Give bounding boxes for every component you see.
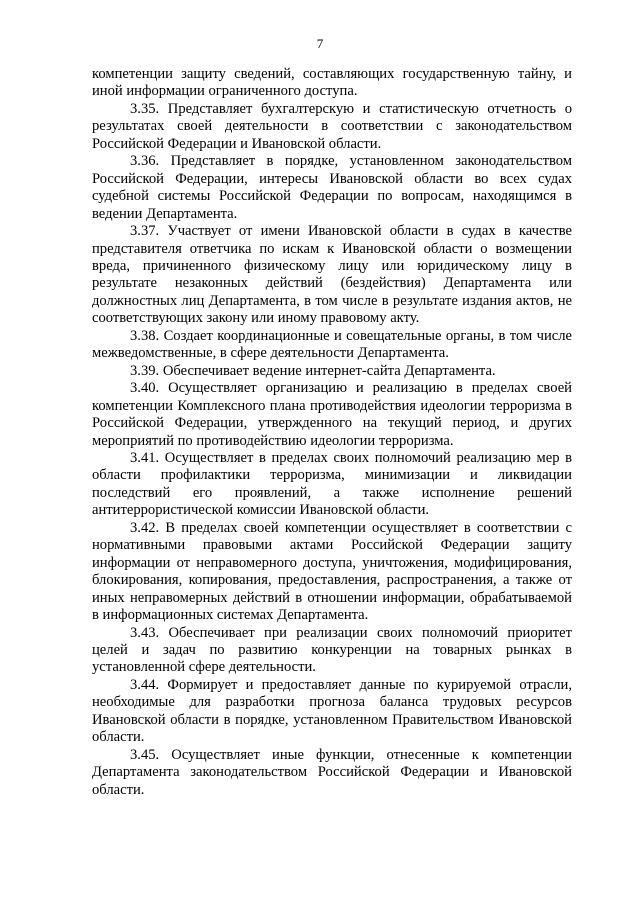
paragraph-3-38: 3.38. Создает координационные и совещательные органы, в том числе межведомственные, в сфере деятельности Департамента. (92, 327, 572, 362)
paragraph-3-36: 3.36. Представляет в порядке, установленном законодательством Российской Федерации, интересы Ивановской области во всех судах судебной системы Российской Федерации по вопросам, находящимся в ведении Департамента. (92, 153, 572, 222)
paragraph-3-39: 3.39. Обеспечивает ведение интернет-сайта Департамента. (130, 362, 496, 379)
paragraph-3-45: 3.45. Осуществляет иные функции, отнесенные к компетенции Департамента законодательством Российской Федерации и Ивановской области. (92, 746, 572, 798)
paragraph-3-35: 3.35. Представляет бухгалтерскую и статистическую отчетность о результатах своей деятельности в соответствии с законодательством Российской Федерации и Ивановской области. (92, 100, 572, 152)
paragraph-3-41: 3.41. Осуществляет в пределах своих полномочий реализацию мер в области профилактики терроризма, минимизации и ликвидации последствий его проявлений, а также исполнение решений антитеррористической комиссии Ивановской области. (92, 449, 572, 519)
paragraph-3-40: 3.40. Осуществляет организацию и реализацию в пределах своей компетенции Комплексного плана противодействия идеологии терроризма в Российской Федерации, утвержденного на текущий период, и других мероприятий по противодействию идеологии терроризма. (92, 380, 572, 449)
paragraph-3-37: 3.37. Участвует от имени Ивановской области в судах в качестве представителя ответчика по искам к Ивановской области о возмещении вреда, причиненного физическому лицу или юридическому лицу в результате незаконных действий (бездействия) Департамента или должностных лиц Департамента, в том числе в результате издания актов, не соответствующих закону или иному правовому акту. (92, 223, 572, 327)
paragraph-3-43: 3.43. Обеспечивает при реализации своих полномочий приоритет целей и задач по развитию конкуренции на товарных рынках в установленной сфере деятельности. (92, 624, 572, 676)
document-body (92, 66, 572, 799)
paragraph-3-42: 3.42. В пределах своей компетенции осуществляет в соответствии с нормативными правовыми актами Российской Федерации защиту информации от неправомерного доступа, уничтожения, модифицирования, блокирования, копирования, предоставления, распространения, а также от иных неправомерных действий в отношении информации, обрабатываемой в информационных системах Департамента. (92, 519, 572, 624)
paragraph-continuation: компетенции защиту сведений, составляющих государственную тайну, и иной информации ограниченного доступа. (92, 66, 572, 100)
page-number: 7 (316, 36, 324, 51)
paragraph-3-44: 3.44. Формирует и предоставляет данные по курируемой отрасли, необходимые для разработки прогноза баланса трудовых ресурсов Ивановской области в порядке, установленном Правительством Ивановской области. (92, 676, 572, 746)
